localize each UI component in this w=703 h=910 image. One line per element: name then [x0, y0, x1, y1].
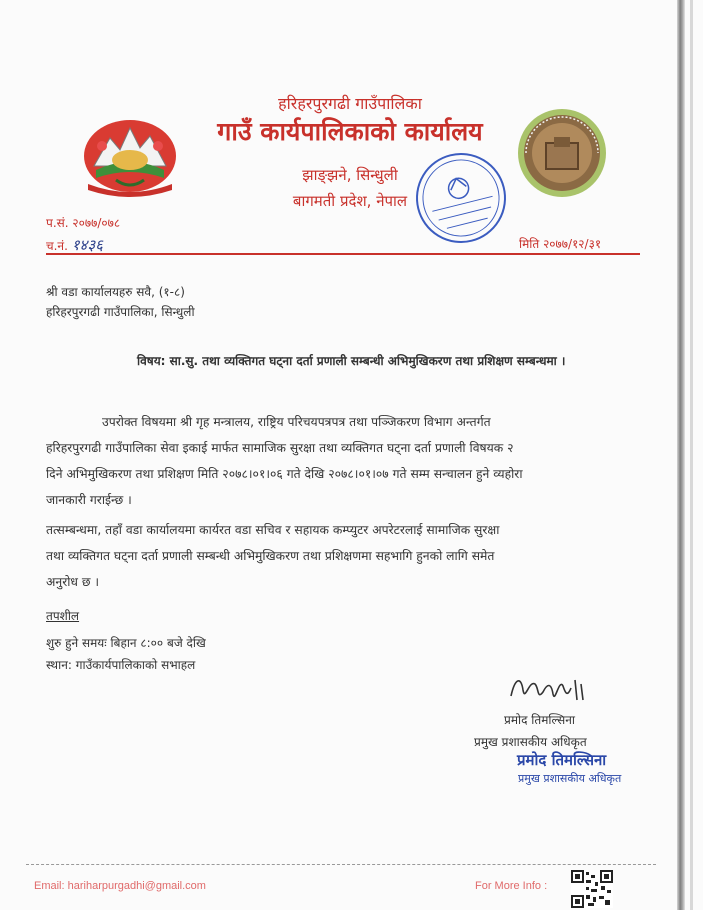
municipality-seal-icon: [516, 107, 608, 199]
signatory-stamp-title: प्रमुख प्रशासकीय अधिकृत: [518, 772, 622, 785]
footer-divider: [26, 864, 656, 865]
paragraph-line: हरिहरपुरगढी गाउँपालिका सेवा इकाई मार्फत सामाजिक सुरक्षा तथा व्यक्तिगत घट्ना दर्ता प्रणाली विषयक २: [46, 441, 514, 455]
signatory-name: प्रमोद तिमल्सिना: [504, 713, 575, 727]
footer-more-info: For More Info :: [475, 880, 548, 892]
ps-value: २०७७/०७८: [72, 216, 121, 230]
paragraph-line: उपरोक्त विषयमा श्री गृह मन्त्रालय, राष्ट्रिय परिचयपत्रपत्र तथा पञ्जिकरण विभाग अन्तर्गत: [102, 415, 491, 429]
letter-date: [519, 235, 601, 252]
addressee-line-1: श्री वडा कार्यालयहरु सवै, (१-८): [46, 285, 185, 299]
signatory-stamp-name: प्रमोद तिमल्सिना: [517, 751, 607, 769]
subject-line: विषय: सा.सु. तथा व्यक्तिगत घट्ना दर्ता प्रणाली सम्बन्धी अभिमुखिकरण तथा प्रशिक्षण सम्बन्धमा ।: [137, 354, 566, 368]
date-label: मिति: [519, 237, 540, 251]
office-province: बागमती प्रदेश, नेपाल: [292, 192, 408, 210]
header-divider: [46, 253, 640, 255]
scan-edge-secondary: [690, 0, 693, 910]
nepal-emblem-icon: [76, 110, 184, 198]
details-place: स्थान: गाउँकार्यपालिकाको सभाहल: [46, 658, 196, 672]
patra-sankhya: [46, 214, 120, 231]
cn-value: १४३६: [71, 236, 103, 254]
ps-label: प.सं.: [46, 216, 69, 230]
body-paragraph-2: [46, 517, 642, 595]
paragraph-line: दिने अभिमुखिकरण तथा प्रशिक्षण मिति २०७८।०१।०६ गते देखि २०७८।०१।०७ गते सम्म सन्चालन हुने व्यहोरा: [46, 467, 523, 481]
paragraph-line: तथा व्यक्तिगत घट्ना दर्ता प्रणाली सम्बन्धी अभिमुखिकरण तथा प्रशिक्षणमा सहभागि हुनको लागि समेत: [46, 549, 495, 563]
paragraph-line: जानकारी गराईन्छ ।: [46, 493, 132, 507]
footer-email: Email: hariharpurgadhi@gmail.com: [34, 880, 206, 892]
chalani-number: [46, 235, 103, 255]
addressee-line-2: हरिहरपुरगढी गाउँपालिका, सिन्धुली: [46, 305, 195, 319]
paragraph-line: अनुरोध छ ।: [46, 575, 100, 589]
handwritten-signature-icon: [505, 670, 595, 710]
office-stamp-icon: [408, 148, 514, 248]
details-time: शुरु हुने समयः बिहान ८:०० बजे देखि: [46, 636, 206, 650]
body-paragraph-1: [46, 409, 642, 513]
municipality-name: हरिहरपुरगढी गाउँपालिका: [278, 94, 422, 113]
paragraph-line: तत्सम्बन्धमा, तहाँ वडा कार्यालयमा कार्यरत वडा सचिव र सहायक कम्प्युटर अपरेटरलाई सामाजिक सुरक्षा: [46, 523, 500, 537]
date-value: २०७७/१२/३१: [543, 237, 602, 251]
qr-code-icon: [571, 870, 613, 908]
cn-label: च.नं.: [46, 239, 68, 253]
scan-edge: [677, 0, 685, 910]
office-title: गाउँ कार्यपालिकाको कार्यालय: [217, 117, 483, 146]
signatory-title: प्रमुख प्रशासकीय अधिकृत: [474, 735, 587, 749]
office-location: झाङ्झने, सिन्धुली: [302, 166, 398, 184]
details-heading: तपशील: [46, 609, 80, 623]
